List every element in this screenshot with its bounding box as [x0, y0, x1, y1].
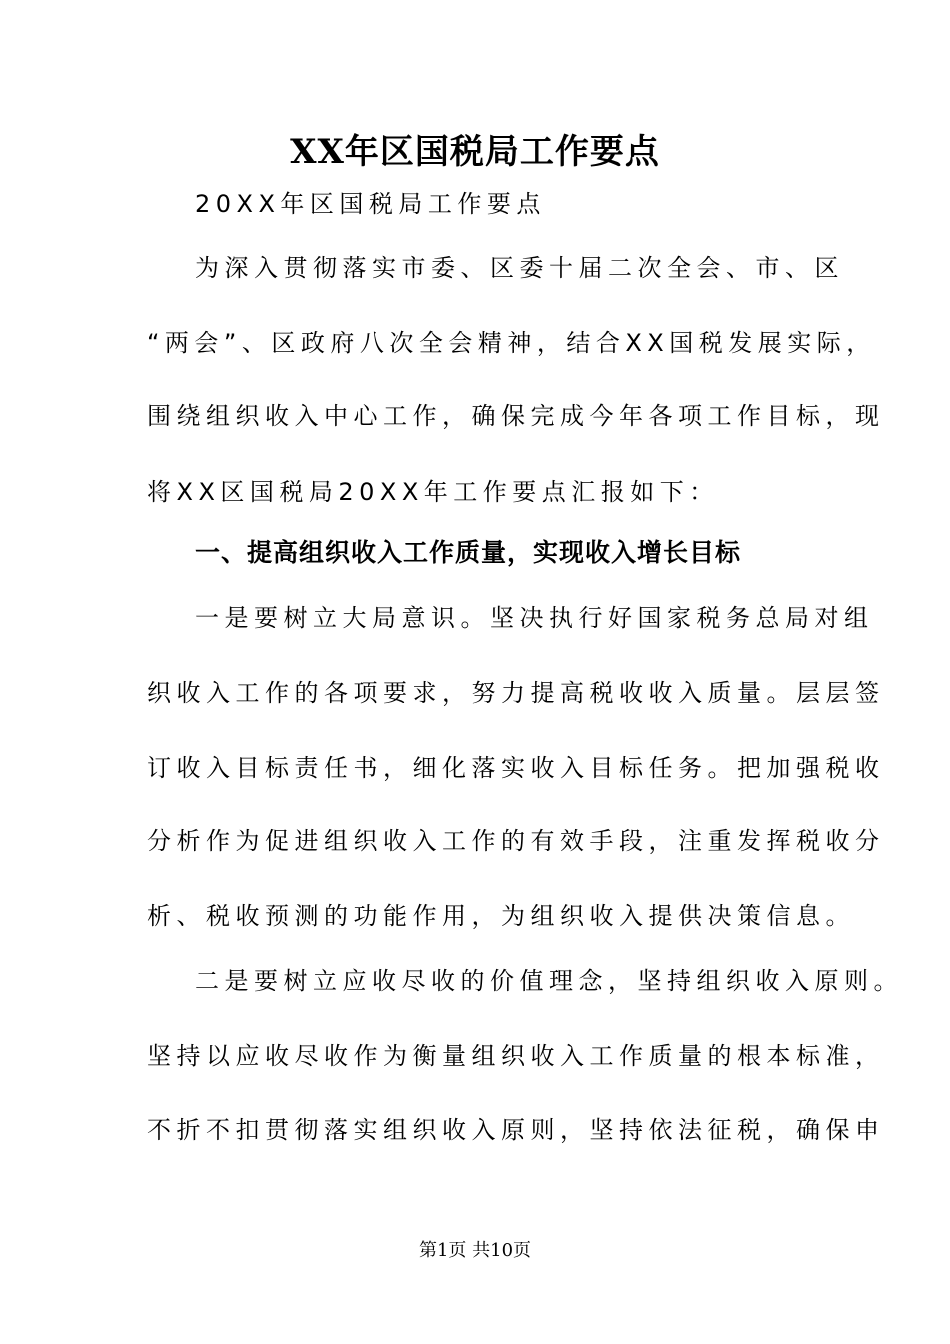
document-title: XX年区国税局工作要点: [290, 132, 660, 172]
paragraph-line: 织收入工作的各项要求，努力提高税收收入质量。层层签: [147, 679, 885, 707]
subtitle-line: 20XX年区国税局工作要点: [195, 190, 546, 218]
paragraph-line: 为深入贯彻落实市委、区委十届二次全会、市、区: [195, 254, 844, 282]
paragraph-line: 二是要树立应收尽收的价值理念，坚持组织收入原则。: [195, 967, 903, 995]
section-heading: 一、提高组织收入工作质量，实现收入增长目标: [195, 538, 742, 567]
paragraph-line: “两会”、区政府八次全会精神，结合XX国税发展实际，: [147, 329, 876, 357]
paragraph-line: 分析作为促进组织收入工作的有效手段，注重发挥税收分: [147, 827, 885, 855]
paragraph-line: 不折不扣贯彻落实组织收入原则，坚持依法征税，确保申: [147, 1116, 885, 1144]
paragraph-line: 坚持以应收尽收作为衡量组织收入工作质量的根本标准，: [147, 1042, 885, 1070]
page-footer: 第1页 共10页: [418, 1240, 532, 1261]
paragraph-line: 围绕组织收入中心工作，确保完成今年各项工作目标，现: [147, 402, 885, 430]
paragraph-line: 一是要树立大局意识。坚决执行好国家税务总局对组: [195, 604, 874, 632]
paragraph-line: 订收入目标责任书，细化落实收入目标任务。把加强税收: [147, 754, 885, 782]
paragraph-line: 将XX区国税局20XX年工作要点汇报如下：: [147, 478, 719, 506]
paragraph-line: 析、税收预测的功能作用，为组织收入提供决策信息。: [147, 902, 855, 930]
